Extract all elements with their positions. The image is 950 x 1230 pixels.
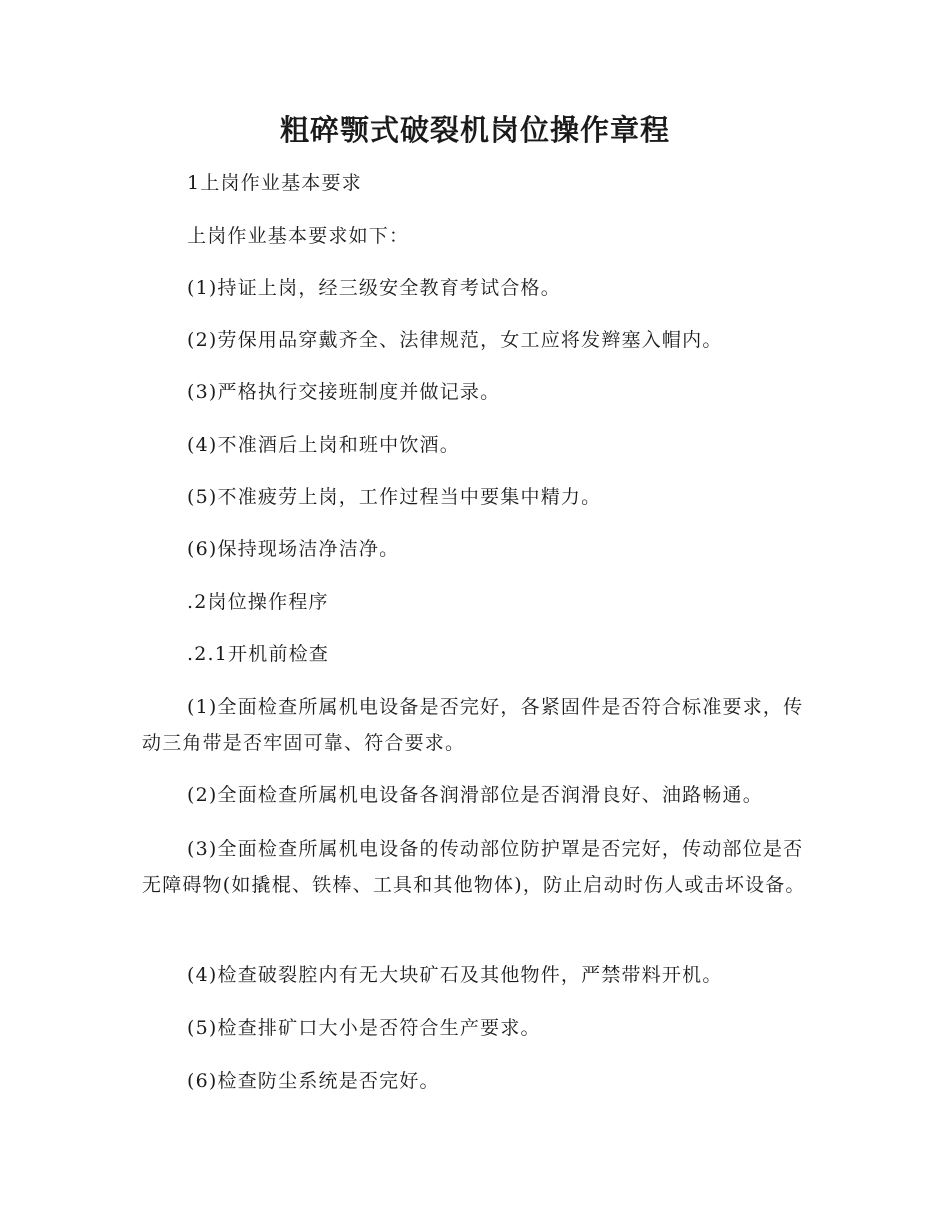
subsection-heading-2-1: .2.1开机前检查 bbox=[187, 643, 330, 665]
list-item-5: (5)不准疲劳上岗，工作过程当中要集中精力。 bbox=[187, 486, 602, 508]
check-item-4: (4)检查破裂腔内有无大块矿石及其他物件，严禁带料开机。 bbox=[187, 964, 723, 986]
section-heading-2: .2岗位操作程序 bbox=[187, 591, 329, 613]
check-item-2: (2)全面检查所属机电设备各润滑部位是否润滑良好、油路畅通。 bbox=[187, 784, 763, 806]
check-item-5: (5)检查排矿口大小是否符合生产要求。 bbox=[187, 1017, 541, 1039]
section-heading-1: 1上岗作业基本要求 bbox=[187, 172, 362, 194]
list-item-6: (6)保持现场洁净洁净。 bbox=[187, 538, 400, 560]
paragraph-intro: 上岗作业基本要求如下： bbox=[187, 225, 410, 247]
check-item-3: (3)全面检查所属机电设备的传动部位防护罩是否完好，传动部位是否无障碍物(如撬棍、铁棒、工具和其他物体)，防止启动时伤人或击坏设备。 bbox=[142, 838, 806, 896]
check-item-6: (6)检查防尘系统是否完好。 bbox=[187, 1070, 440, 1092]
list-item-3: (3)严格执行交接班制度并做记录。 bbox=[187, 381, 501, 403]
list-item-1: (1)持证上岗，经三级安全教育考试合格。 bbox=[187, 277, 561, 299]
check-item-1: (1)全面检查所属机电设备是否完好，各紧固件是否符合标准要求，传动三角带是否牢固可靠、符合要求。 bbox=[142, 696, 804, 754]
list-item-4: (4)不准酒后上岗和班中饮酒。 bbox=[187, 434, 460, 456]
document-title: 粗碎颚式破裂机岗位操作章程 bbox=[279, 113, 670, 147]
list-item-2: (2)劳保用品穿戴齐全、法律规范，女工应将发辫塞入帽内。 bbox=[187, 329, 723, 351]
